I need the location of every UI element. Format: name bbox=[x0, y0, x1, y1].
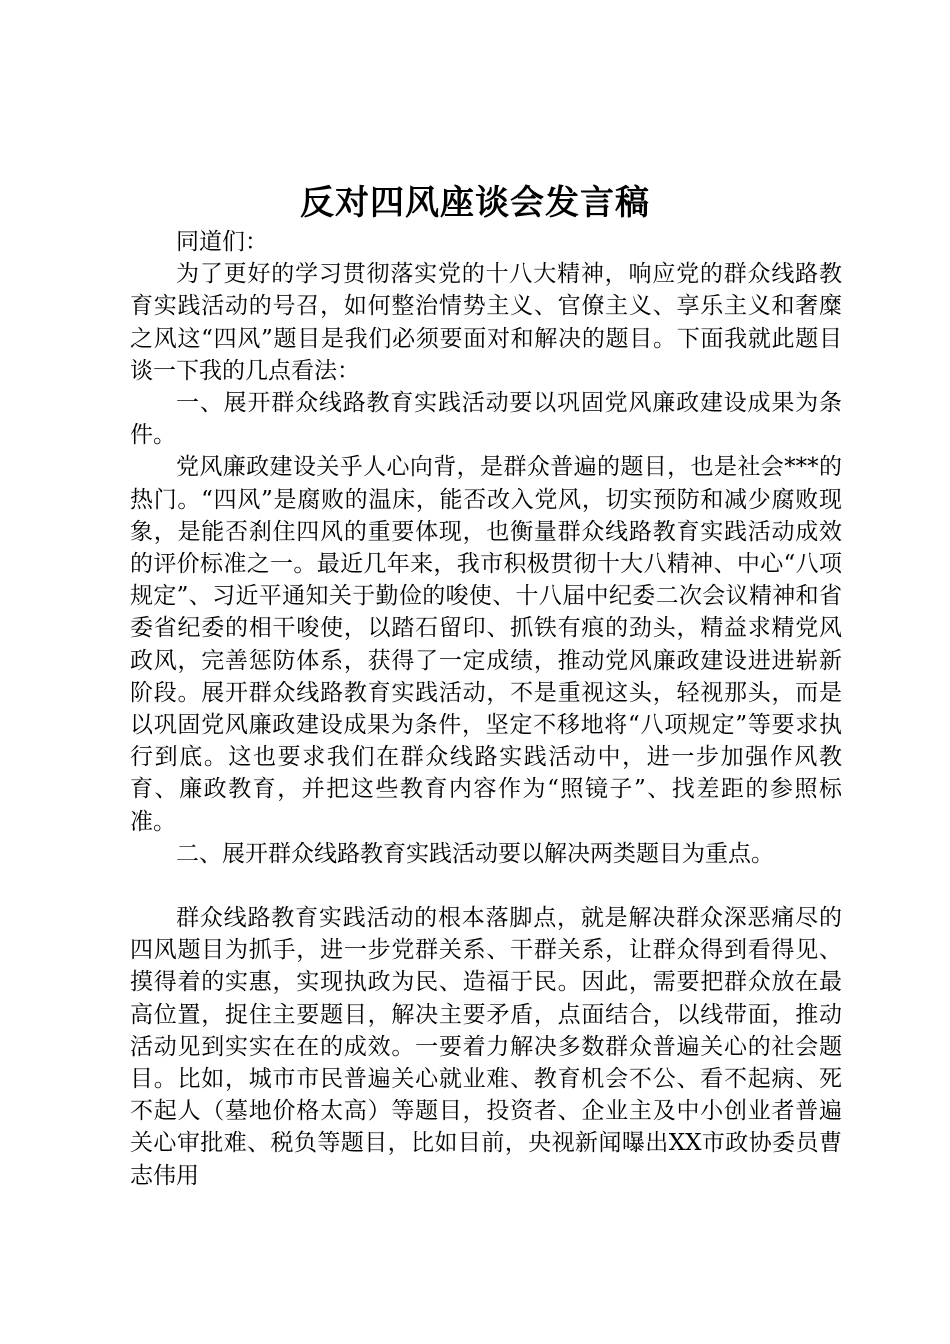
salutation-paragraph: 同道们： bbox=[176, 229, 268, 255]
section-heading-2: 二、展开群众线路教育实践活动要以解决两类题目为重点。 bbox=[176, 840, 774, 867]
body-paragraph: 党风廉政建设关乎人心向背，是群众普遍的题目，也是社会***的热门。“四风”是腐败的温床，能否改入党风，切实预防和减少腐败现象，是能否刹住四风的重要体现，也衡量群众线路教育实践活动成效的评价标准之一。最近几年来，我市积极贯彻十大八精神、中心“八项规定”、习近平通知关于勤俭的唆使、十八届中纪委二次会议精神和省委省纪委的相干唆使，以踏石留印、抓铁有痕的劲头，精益求精党风政风，完善惩防体系，获得了一定成绩，推动党风廉政建设进进崭新阶段。展开群众线路教育实践活动，不是重视这头，轻视那头，而是以巩固党风廉政建设成果为条件，坚定不移地将“八项规定”等要求执行到底。这也要求我们在群众线路实践活动中，进一步加强作风教育、廉政教育，并把这些教育内容作为“照镜子”、找差距的参照标准。 bbox=[130, 454, 842, 835]
body-paragraph: 为了更好的学习贯彻落实党的十八大精神，响应党的群众线路教育实践活动的号召，如何整治情势主义、官僚主义、享乐主义和奢糜之风这“四风”题目是我们必须要面对和解决的题目。下面我就此题目谈一下我的几点看法： bbox=[130, 261, 842, 384]
document-title: 反对四风座谈会发言稿 bbox=[300, 183, 650, 223]
document-body bbox=[130, 226, 842, 1192]
body-paragraph: 群众线路教育实践活动的根本落脚点，就是解决群众深恶痛尽的四风题目为抓手，进一步党群关系、干群关系，让群众得到看得见、摸得着的实惠，实现执政为民、造福于民。因此，需要把群众放在最高位置，捉住主要题目，解决主要矛盾，点面结合，以线带面，推动活动见到实实在在的成效。一要着力解决多数群众普遍关心的社会题目。比如，城市市民普遍关心就业难、教育机会不公、看不起病、死不起人（墓地价格太高）等题目，投资者、企业主及中小创业者普遍关心审批难、税负等题目，比如目前，央视新闻曝出XX市政协委员曹志伟用 bbox=[130, 905, 842, 1189]
section-heading-1: 一、展开群众线路教育实践活动要以巩固党风廉政建设成果为条件。 bbox=[130, 390, 842, 449]
